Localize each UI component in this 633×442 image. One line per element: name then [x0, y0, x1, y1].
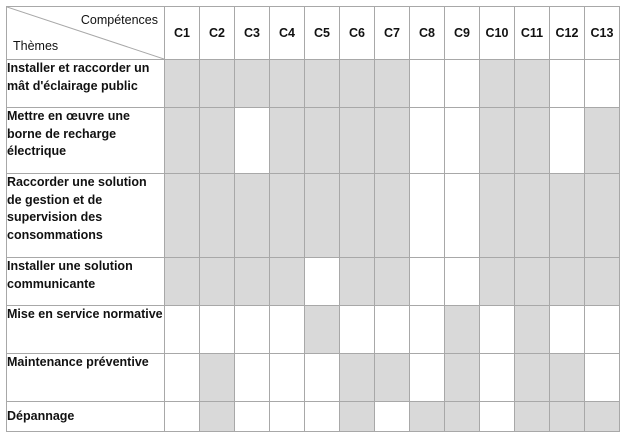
- matrix-cell-c7-filled: [375, 174, 410, 258]
- col-header-c7: C7: [375, 7, 410, 60]
- matrix-cell-c3-filled: [235, 174, 270, 258]
- matrix-cell-c13-filled: [585, 174, 620, 258]
- theme-label: Mise en service normative: [7, 306, 165, 354]
- matrix-cell-c13-empty: [585, 354, 620, 402]
- matrix-cell-c11-filled: [515, 354, 550, 402]
- matrix-cell-c5-empty: [305, 258, 340, 306]
- matrix-cell-c1-empty: [165, 354, 200, 402]
- matrix-cell-c8-empty: [410, 60, 445, 108]
- matrix-cell-c7-empty: [375, 402, 410, 432]
- matrix-cell-c2-filled: [200, 174, 235, 258]
- matrix-cell-c7-empty: [375, 306, 410, 354]
- theme-row: [7, 306, 620, 354]
- columns-title: Compétences: [80, 13, 158, 27]
- matrix-cell-c5-empty: [305, 354, 340, 402]
- matrix-cell-c3-empty: [235, 402, 270, 432]
- col-header-c4: C4: [270, 7, 305, 60]
- theme-label: Mettre en œuvre une borne de recharge électrique: [7, 108, 165, 174]
- matrix-cell-c6-filled: [340, 402, 375, 432]
- theme-row: [7, 108, 620, 174]
- matrix-cell-c12-filled: [550, 174, 585, 258]
- header-row: [7, 7, 620, 60]
- matrix-cell-c4-filled: [270, 108, 305, 174]
- matrix-cell-c7-filled: [375, 108, 410, 174]
- matrix-cell-c1-filled: [165, 60, 200, 108]
- matrix-cell-c11-filled: [515, 60, 550, 108]
- matrix-cell-c12-empty: [550, 60, 585, 108]
- matrix-cell-c11-filled: [515, 108, 550, 174]
- matrix-cell-c6-empty: [340, 306, 375, 354]
- matrix-cell-c7-filled: [375, 258, 410, 306]
- matrix-cell-c13-filled: [585, 108, 620, 174]
- col-header-c13: C13: [585, 7, 620, 60]
- matrix-cell-c10-filled: [480, 60, 515, 108]
- matrix-cell-c12-filled: [550, 354, 585, 402]
- matrix-cell-c4-filled: [270, 60, 305, 108]
- matrix-cell-c2-empty: [200, 306, 235, 354]
- theme-label: Installer et raccorder un mât d'éclairage public: [7, 60, 165, 108]
- matrix-cell-c10-empty: [480, 402, 515, 432]
- matrix-cell-c5-empty: [305, 402, 340, 432]
- matrix-cell-c11-filled: [515, 174, 550, 258]
- col-header-c6: C6: [340, 7, 375, 60]
- matrix-cell-c5-filled: [305, 108, 340, 174]
- theme-label: Installer une solution communicante: [7, 258, 165, 306]
- matrix-cell-c8-empty: [410, 306, 445, 354]
- matrix-cell-c4-empty: [270, 354, 305, 402]
- matrix-cell-c6-filled: [340, 174, 375, 258]
- matrix-cell-c12-empty: [550, 108, 585, 174]
- matrix-cell-c3-filled: [235, 258, 270, 306]
- matrix-cell-c6-filled: [340, 258, 375, 306]
- matrix-cell-c5-filled: [305, 306, 340, 354]
- matrix-cell-c8-empty: [410, 258, 445, 306]
- matrix-cell-c10-empty: [480, 354, 515, 402]
- matrix-cell-c7-filled: [375, 354, 410, 402]
- matrix-cell-c11-filled: [515, 402, 550, 432]
- col-header-c9: C9: [445, 7, 480, 60]
- matrix-cell-c8-empty: [410, 108, 445, 174]
- matrix-cell-c3-empty: [235, 354, 270, 402]
- theme-row: [7, 258, 620, 306]
- matrix-cell-c6-filled: [340, 108, 375, 174]
- matrix-cell-c6-filled: [340, 60, 375, 108]
- col-header-c12: C12: [550, 7, 585, 60]
- matrix-cell-c5-filled: [305, 174, 340, 258]
- matrix-cell-c1-filled: [165, 258, 200, 306]
- matrix-cell-c9-filled: [445, 402, 480, 432]
- matrix-cell-c11-filled: [515, 258, 550, 306]
- matrix-cell-c13-empty: [585, 60, 620, 108]
- matrix-cell-c4-empty: [270, 402, 305, 432]
- theme-label: Dépannage: [7, 402, 165, 432]
- matrix-cell-c2-filled: [200, 354, 235, 402]
- col-header-c8: C8: [410, 7, 445, 60]
- matrix-cell-c2-filled: [200, 402, 235, 432]
- matrix-cell-c6-filled: [340, 354, 375, 402]
- matrix-cell-c9-empty: [445, 174, 480, 258]
- matrix-cell-c8-empty: [410, 354, 445, 402]
- matrix-cell-c13-empty: [585, 306, 620, 354]
- matrix-cell-c5-filled: [305, 60, 340, 108]
- theme-row: [7, 354, 620, 402]
- matrix-cell-c9-empty: [445, 258, 480, 306]
- col-header-c11: C11: [515, 7, 550, 60]
- matrix-cell-c4-filled: [270, 258, 305, 306]
- theme-label: Raccorder une solution de gestion et de supervision des consommations: [7, 174, 165, 258]
- matrix-body: [7, 60, 620, 432]
- matrix-cell-c9-empty: [445, 108, 480, 174]
- matrix-cell-c3-filled: [235, 60, 270, 108]
- competences-matrix: [6, 6, 620, 432]
- theme-row: [7, 60, 620, 108]
- theme-row: [7, 402, 620, 432]
- matrix-cell-c4-empty: [270, 306, 305, 354]
- matrix-cell-c13-filled: [585, 402, 620, 432]
- matrix-cell-c3-empty: [235, 108, 270, 174]
- matrix-cell-c2-filled: [200, 108, 235, 174]
- col-header-c1: C1: [165, 7, 200, 60]
- matrix-cell-c10-filled: [480, 258, 515, 306]
- matrix-cell-c12-filled: [550, 402, 585, 432]
- theme-row: [7, 174, 620, 258]
- matrix-cell-c11-filled: [515, 306, 550, 354]
- col-header-c5: C5: [305, 7, 340, 60]
- matrix-cell-c9-filled: [445, 306, 480, 354]
- matrix-cell-c3-empty: [235, 306, 270, 354]
- matrix-cell-c10-filled: [480, 174, 515, 258]
- matrix-cell-c8-empty: [410, 174, 445, 258]
- matrix-cell-c10-empty: [480, 306, 515, 354]
- matrix-cell-c12-empty: [550, 306, 585, 354]
- matrix-cell-c13-filled: [585, 258, 620, 306]
- matrix-cell-c10-filled: [480, 108, 515, 174]
- matrix-cell-c4-filled: [270, 174, 305, 258]
- matrix-cell-c9-filled: [445, 354, 480, 402]
- col-header-c2: C2: [200, 7, 235, 60]
- matrix-cell-c2-filled: [200, 258, 235, 306]
- matrix-cell-c2-filled: [200, 60, 235, 108]
- matrix-cell-c1-filled: [165, 174, 200, 258]
- col-header-c3: C3: [235, 7, 270, 60]
- matrix-cell-c9-empty: [445, 60, 480, 108]
- theme-label: Maintenance préventive: [7, 354, 165, 402]
- matrix-cell-c1-empty: [165, 306, 200, 354]
- rows-title: Thèmes: [13, 39, 59, 53]
- matrix-cell-c1-filled: [165, 108, 200, 174]
- matrix-cell-c1-empty: [165, 402, 200, 432]
- matrix-cell-c8-filled: [410, 402, 445, 432]
- matrix-cell-c12-filled: [550, 258, 585, 306]
- col-header-c10: C10: [480, 7, 515, 60]
- matrix-cell-c7-filled: [375, 60, 410, 108]
- corner-header: [7, 7, 165, 60]
